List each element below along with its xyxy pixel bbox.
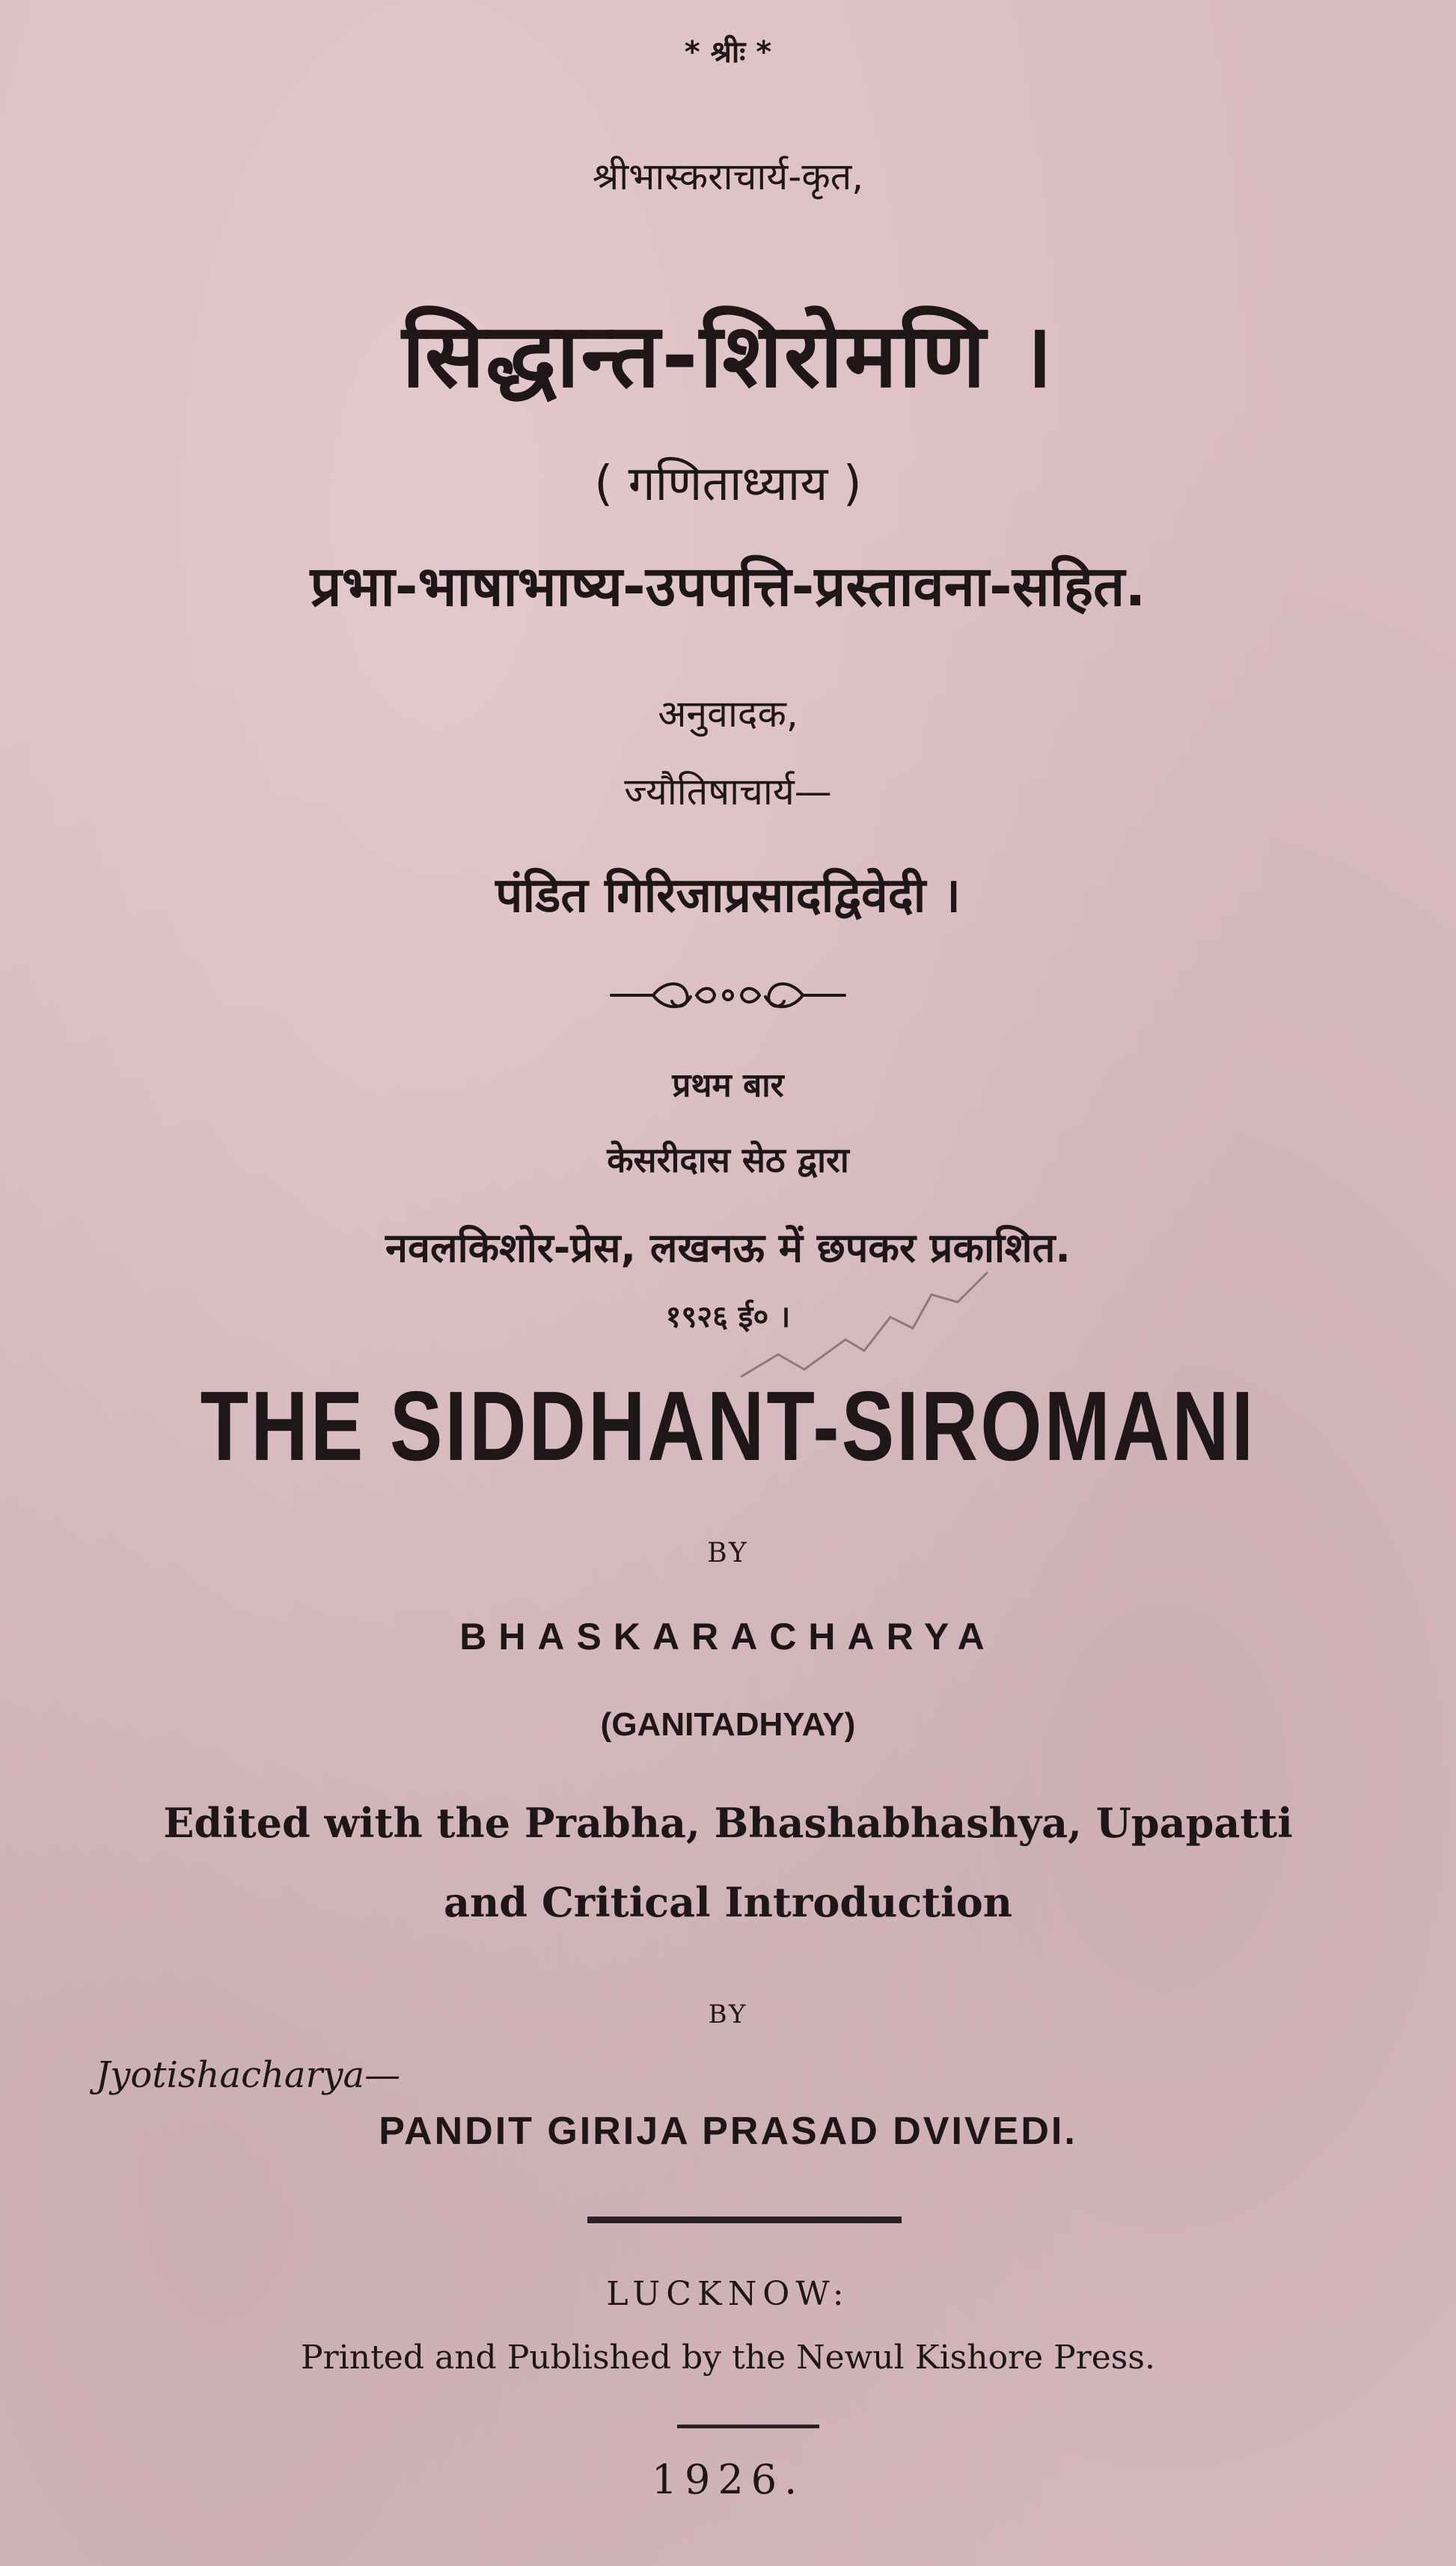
publisher-person-hindi: केसरीदास सेठ द्वारा <box>607 1140 849 1180</box>
subtitle-hindi: प्रभा-भाषाभाष्य-उपपत्ति-प्रस्तावना-सहित. <box>310 555 1146 619</box>
section-title-english: (GANITADHYAY) <box>600 1706 856 1743</box>
by-label-editor: BY <box>708 2000 748 2029</box>
translator-title-hindi: ज्यौतिषाचार्य— <box>624 770 832 813</box>
publisher-line: Printed and Published by the Newul Kishore Press. <box>301 2339 1155 2377</box>
short-divider-rule <box>677 2425 819 2428</box>
place-of-publication: LUCKNOW: <box>606 2275 850 2313</box>
attribution-hindi: श्रीभास्कराचार्य-कृत, <box>592 155 864 198</box>
ornament-divider <box>608 973 848 1018</box>
by-label: BY <box>707 1538 749 1568</box>
editor-title-english: Jyotishacharya— <box>96 2054 401 2096</box>
year-hindi: १९२६ ई० । <box>665 1300 791 1334</box>
translator-label-hindi: अनुवादक, <box>658 692 798 736</box>
translator-name-hindi: पंडित गिरिजाप्रसादद्विवेदी । <box>495 868 961 923</box>
main-title-hindi: सिद्धान्त-शिरोमणि । <box>402 304 1054 407</box>
press-line-hindi: नवलकिशोर-प्रेस, लखनऊ में छपकर प्रकाशित. <box>385 1224 1071 1271</box>
divider-rule <box>587 2217 902 2223</box>
section-title-hindi: ( गणिताध्याय ) <box>594 456 862 512</box>
editor-name-english: PANDIT GIRIJA PRASAD DVIVEDI. <box>379 2110 1077 2153</box>
main-title-english: THE SIDDHANT-SIROMANI <box>200 1371 1256 1481</box>
edition-note-line2: and Critical Introduction <box>444 1878 1012 1926</box>
edition-note-line1: Edited with the Prabha, Bhashabhashya, Upapatti <box>163 1799 1293 1847</box>
invocation: * श्रीः * <box>684 35 772 70</box>
publication-year: 1926. <box>651 2456 805 2503</box>
author-name: BHASKARACHARYA <box>459 1616 997 1658</box>
edition-hindi: प्रथम बार <box>672 1066 784 1105</box>
